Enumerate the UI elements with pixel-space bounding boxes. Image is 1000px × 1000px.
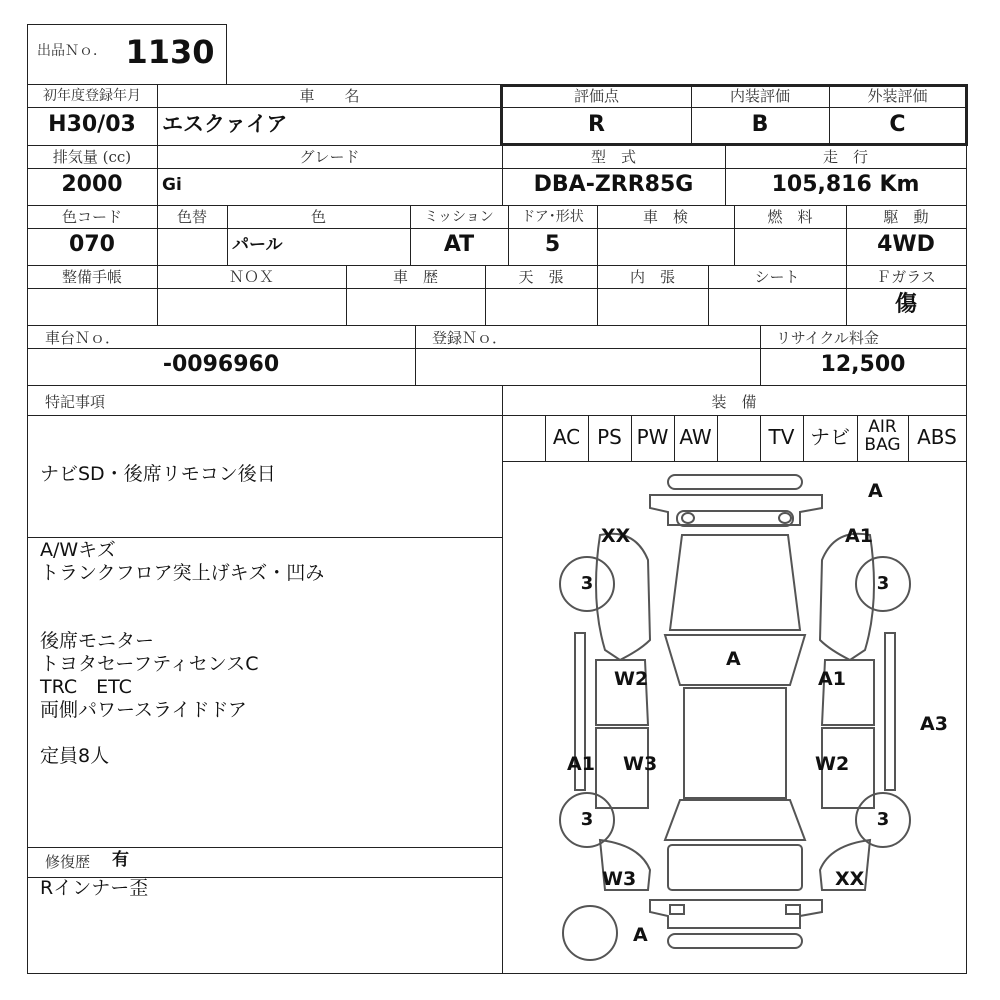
grade-value: Gi: [162, 175, 182, 195]
remarks-block3: 後席モニター トヨタセーフティセンスC TRC ETC 両側パワースライドドア 定員8人: [40, 630, 259, 767]
equip-aw: AW: [679, 425, 712, 449]
transmission-label: ミッション: [424, 209, 494, 225]
damage-front-left: XX: [601, 525, 631, 547]
color-value: パール: [232, 235, 283, 255]
history-label: 車 歴: [392, 268, 438, 286]
repair-detail: Rインナー歪: [40, 877, 149, 899]
glass-label: Ｆガラス: [876, 268, 936, 286]
remarks-block2: A/Wキズ トランクフロア突上げキズ・凹み: [40, 539, 325, 584]
exterior-label: 外装評価: [867, 87, 928, 105]
spare-tire-circle: [563, 906, 617, 960]
equip-ps: PS: [597, 425, 622, 449]
doors-label: ドア･形状: [521, 209, 584, 225]
damage-hood-top: A: [868, 480, 883, 502]
seat-label: シート: [754, 268, 800, 286]
nox-label: ＮＯＸ: [228, 268, 274, 286]
recolor-label: 色替: [176, 208, 207, 226]
damage-right-rear-door: W2: [815, 753, 850, 775]
interior-value: B: [751, 112, 769, 137]
tire-rr-value: 3: [876, 809, 890, 830]
trunk-outline: [668, 845, 802, 890]
tire-rl-value: 3: [580, 809, 594, 830]
repair-label: 修復歴: [45, 853, 91, 871]
equip-pw: PW: [636, 425, 669, 449]
drive-value: 4WD: [877, 232, 935, 257]
recycle-label: リサイクル料金: [776, 329, 879, 347]
chassis-value: -0096960: [162, 352, 280, 377]
recycle-value: 12,500: [820, 352, 906, 377]
right-sill: [885, 633, 895, 790]
remarks-label: 特記事項: [45, 393, 106, 411]
chassis-label: 車台Ｎｏ．: [45, 329, 121, 347]
roof-outline: [684, 688, 786, 798]
rear-light-right: [786, 905, 800, 914]
rear-glass-outline: [665, 800, 805, 840]
damage-rear-bottom: A: [633, 924, 648, 946]
mileage-value: 105,816 Km: [771, 172, 920, 197]
color-code-value: 070: [69, 232, 115, 257]
damage-left-sill: A1: [567, 753, 595, 775]
registration-label: 登録Ｎｏ．: [432, 329, 508, 347]
equip-navi: ナビ: [810, 425, 850, 449]
equip-abs: ABS: [917, 425, 957, 449]
repair-value: 有: [112, 850, 129, 870]
inspection-label: 車 検: [642, 208, 688, 226]
lot-number: 1130: [125, 33, 215, 71]
damage-right-front-door: A1: [818, 668, 846, 690]
first-reg-label: 初年度登録年月: [43, 88, 141, 104]
damage-roof: A: [726, 648, 741, 670]
first-reg-value: H30/03: [48, 112, 136, 137]
model-label: 型 式: [590, 148, 636, 166]
damage-left-rear-door: W3: [623, 753, 658, 775]
exterior-value: C: [889, 112, 906, 137]
lot-label: 出品Ｎｏ．: [37, 43, 107, 59]
front-bumper-outline: [668, 475, 802, 489]
damage-rear-left: W3: [602, 868, 637, 890]
right-fender-front: [820, 534, 874, 660]
damage-rear-right: XX: [835, 868, 865, 890]
equip-ac: AC: [552, 425, 581, 449]
grade-label: グレード: [299, 148, 360, 166]
car-name-value: エスクァイア: [162, 112, 288, 136]
mileage-label: 走 行: [822, 148, 868, 166]
fuel-label: 燃 料: [767, 208, 813, 226]
displacement-value: 2000: [61, 172, 123, 197]
damage-right-side: A3: [920, 713, 948, 735]
color-code-label: 色コード: [61, 208, 122, 226]
doors-value: 5: [544, 232, 561, 257]
interior-label: 内装評価: [729, 87, 790, 105]
remarks-line1: ナビSD・後席リモコン後日: [40, 463, 276, 485]
roof-label: 天 張: [518, 268, 564, 286]
inner-label: 内 張: [629, 268, 675, 286]
equipment-label: 装 備: [711, 393, 757, 411]
service-book-label: 整備手帳: [61, 268, 122, 286]
left-fender-front: [596, 534, 650, 660]
damage-left-front-door: W2: [614, 668, 649, 690]
displacement-label: 排気量 (cc): [52, 148, 132, 166]
color-label: 色: [310, 208, 326, 226]
model-value: DBA-ZRR85G: [533, 172, 694, 197]
rear-bumper-outline: [668, 934, 802, 948]
emblem-right: [779, 513, 791, 523]
tire-fr-value: 3: [876, 573, 890, 594]
tire-fl-value: 3: [580, 573, 594, 594]
score-value: R: [588, 112, 605, 137]
rear-light-left: [670, 905, 684, 914]
damage-front-right: A1: [845, 525, 873, 547]
hood-outline: [670, 535, 800, 630]
car-name-label: 車 名: [299, 87, 360, 105]
transmission-value: AT: [443, 232, 475, 257]
drive-label: 駆 動: [883, 208, 929, 226]
emblem-left: [682, 513, 694, 523]
equip-tv: TV: [768, 425, 795, 449]
glass-value: 傷: [894, 292, 917, 317]
equip-airbag: AIR BAG: [864, 417, 901, 455]
score-label: 評価点: [573, 87, 619, 105]
